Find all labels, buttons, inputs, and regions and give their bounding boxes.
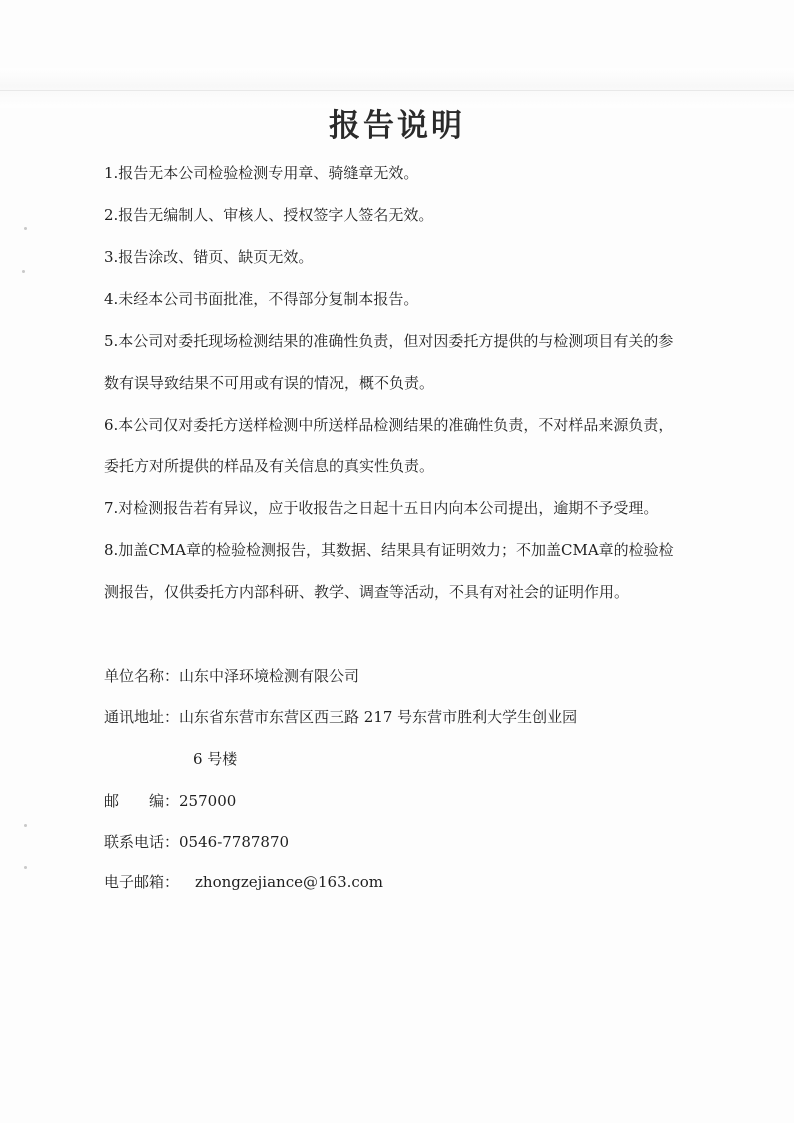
scan-speck — [22, 270, 25, 273]
postcode-label: 邮 编： — [104, 792, 180, 810]
note-line: 测报告，仅供委托方内部科研、教学、调查等活动，不具有对社会的证明作用。 — [104, 583, 630, 601]
note-line: 5.本公司对委托现场检测结果的准确性负责，但对因委托方提供的与检测项目有关的参 — [104, 332, 674, 350]
note-line: 3.报告涂改、错页、缺页无效。 — [104, 248, 314, 266]
email-label: 电子邮箱： — [104, 873, 180, 891]
scan-speck — [24, 824, 27, 827]
unit-name-value: 山东中泽环境检测有限公司 — [179, 667, 360, 685]
postcode-value: 257000 — [179, 792, 237, 810]
unit-name-row — [104, 666, 359, 686]
address-value: 山东省东营市东营区西三路 217 号东营市胜利大学生创业园 — [179, 708, 578, 726]
phone-label: 联系电话： — [104, 833, 180, 851]
note-line: 8.加盖CMA章的检验检测报告，其数据、结果具有证明效力；不加盖CMA章的检验检 — [104, 541, 674, 559]
address-row — [104, 707, 577, 727]
note-line: 数有误导致结果不可用或有误的情况，概不负责。 — [104, 374, 435, 392]
phone-row — [104, 832, 289, 852]
address-continuation: 6 号楼 — [193, 750, 238, 768]
address-label: 通讯地址： — [104, 708, 180, 726]
note-line: 6.本公司仅对委托方送样检测中所送样品检测结果的准确性负责，不对样品来源负责， — [104, 416, 674, 434]
note-line: 1.报告无本公司检验检测专用章、骑缝章无效。 — [104, 164, 419, 182]
scan-speck — [24, 227, 27, 230]
unit-name-label: 单位名称： — [104, 667, 180, 685]
scan-rule — [0, 90, 794, 91]
email-value: zhongzejiance@163.com — [195, 873, 384, 891]
email-row — [104, 872, 383, 892]
note-line: 2.报告无编制人、审核人、授权签字人签名无效。 — [104, 206, 434, 224]
page-title: 报告说明 — [329, 108, 465, 144]
postcode-row — [104, 791, 236, 811]
scan-speck — [24, 866, 27, 869]
note-line: 7.对检测报告若有异议，应于收报告之日起十五日内向本公司提出，逾期不予受理。 — [104, 499, 659, 517]
note-line: 4.未经本公司书面批准，不得部分复制本报告。 — [104, 290, 419, 308]
note-line: 委托方对所提供的样品及有关信息的真实性负责。 — [104, 457, 435, 475]
phone-value: 0546-7787870 — [179, 833, 290, 851]
